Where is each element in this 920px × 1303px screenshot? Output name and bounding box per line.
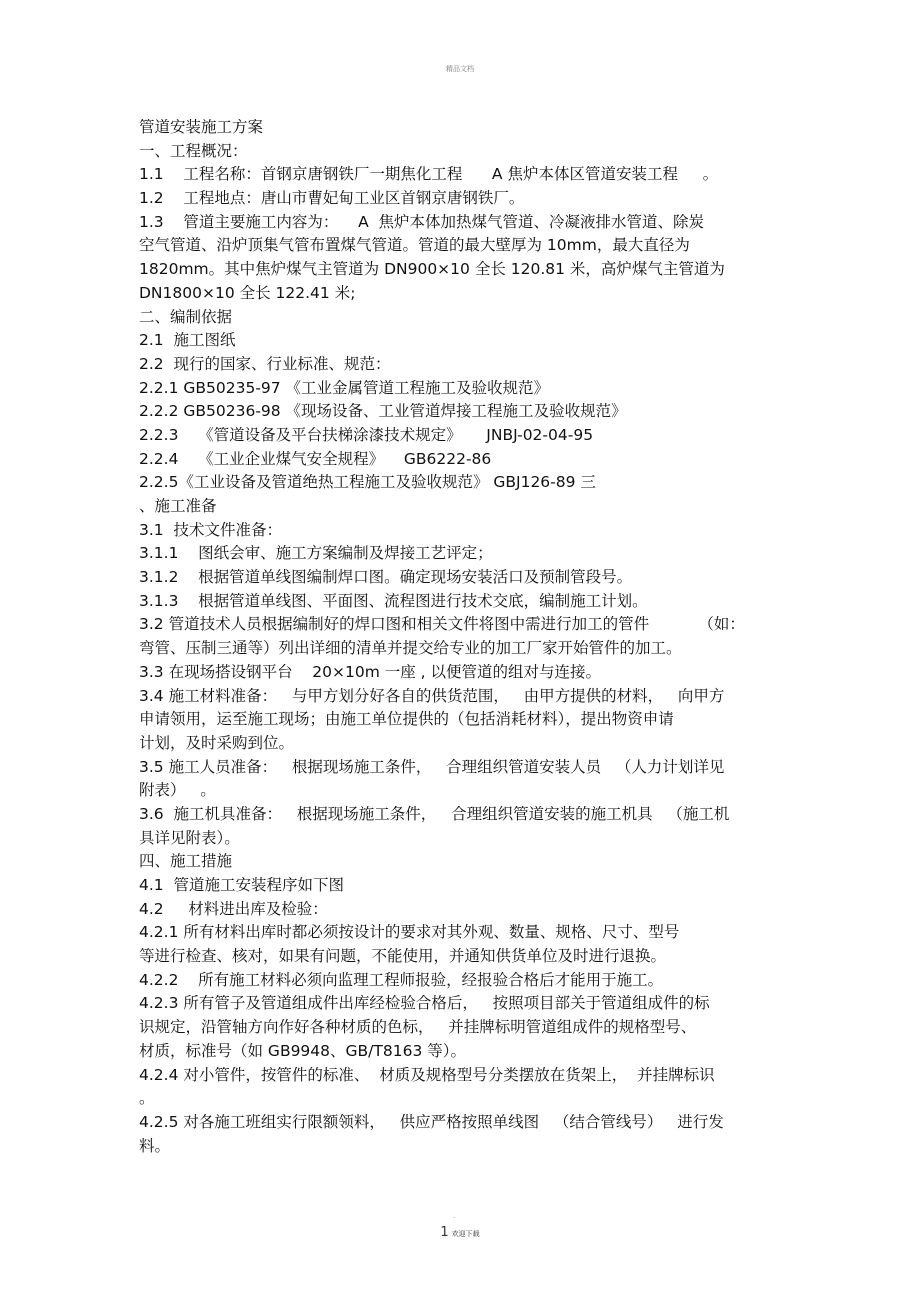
page-footer [0,1221,920,1240]
doc-title: 管道安装施工方案 [139,118,264,136]
document-body [139,116,789,1158]
paragraph-line: 计划，及时采购到位。 [139,733,295,752]
paragraph-line: 3.5 施工人员准备： 根据现场施工条件， 合理组织管道安装人员 （人力计划详见 [139,757,725,776]
paragraph-line: 1.3 管道主要施工内容为： A 焦炉本体加热煤气管道、冷凝液排水管道、除炭 [139,212,705,231]
footer-label: 欢迎下载 [451,1230,480,1238]
paragraph-line: 1.2 工程地点：唐山市曹妃甸工业区首钢京唐钢铁厂。 [139,189,525,208]
paragraph-line: 空气管道、沿炉顶集气管布置煤气管道。管道的最大壁厚为 10mm，最大直径为 [139,236,690,255]
paragraph-line: 4.2.4 对小管件，按管件的标准、 材质及规格型号分类摆放在货架上， 并挂牌标识 [139,1065,715,1084]
paragraph-line: 申请领用，运至施工现场；由施工单位提供的（包括消耗材料），提出物资申请 [139,710,674,729]
paragraph-line: 3.3 在现场搭设钢平台 20×10m 一座 , 以便管道的组对与连接。 [139,662,602,681]
paragraph-line: 4.2.2 所有施工材料必须向监理工程师报验，经报验合格后才能用于施工。 [139,970,664,989]
paragraph-line: 3.2 管道技术人员根据编制好的焊口图和相关文件将图中需进行加工的管件 （如： [139,615,745,634]
section-heading-2: 二、编制依据 [139,307,233,326]
paragraph-line: 3.4 施工材料准备： 与甲方划分好各自的供货范围， 由甲方提供的材料， 向甲方 [139,686,725,705]
paragraph-line: 3.1 技术文件准备： [139,520,283,539]
paragraph-line: 。 [139,1089,155,1108]
paragraph-line: 4.2.3 所有管子及管道组成件出库经检验合格后， 按照项目部关于管道组成件的标 [139,994,710,1013]
paragraph-line: 2.2.3 《管道设备及平台扶梯涂漆技术规定》 JNBJ-02-04-95 [139,425,594,444]
paragraph-line: 4.2.5 对各施工班组实行限额领料， 供应严格按照单线图 （结合管线号） 进行发 [139,1112,724,1131]
paragraph-line: 弯管、压制三通等）列出详细的清单并提交给专业的加工厂家开始管件的加工。 [139,639,682,658]
header-watermark: 精品文档 [446,65,474,73]
paragraph-line: 4.1 管道施工安装程序如下图 [139,876,345,894]
paragraph-line: 1820mm。其中焦炉煤气主管道为 DN900×10 全长 120.81 米，高炉煤气主管道为 [139,260,725,279]
paragraph-line: 附表） 。 [139,781,216,800]
section-heading-3: 、施工准备 [139,497,217,515]
paragraph-line: 2.1 施工图纸 [139,331,236,350]
paragraph-line: 4.2 材料进出库及检验： [139,899,328,918]
paragraph-line: DN1800×10 全长 122.41 米; [139,283,356,302]
paragraph-line: 4.2.1 所有材料出库时都必须按设计的要求对其外观、数量、规格、尺寸、型号 [139,923,680,942]
footer-dot: . [453,1212,456,1220]
section-heading-4: 四、施工措施 [139,852,233,871]
paragraph-line: 3.6 施工机具准备： 根据现场施工条件， 合理组织管道安装的施工机具 （施工机 [139,804,730,823]
paragraph-line: 具详见附表）。 [139,828,240,847]
paragraph-line: 3.1.2 根据管道单线图编制焊口图。确定现场安装活口及预制管段号。 [139,568,633,587]
paragraph-line: 2.2.1 GB50235-97 《工业金属管道工程施工及验收规范》 [139,378,550,397]
section-heading-1: 一、工程概况： [139,141,248,160]
paragraph-line: 等进行检查、核对，如果有问题，不能使用，并通知供货单位及时进行退换。 [139,947,667,966]
paragraph-line: 2.2.5《工业设备及管道绝热工程施工及验收规范》 GBJ126-89 三 [139,473,596,492]
paragraph-line: 2.2 现行的国家、行业标准、规范： [139,354,391,373]
paragraph-line: 3.1.3 根据管道单线图、平面图、流程图进行技术交底，编制施工计划。 [139,591,648,610]
paragraph-line: 2.2.2 GB50236-98 《现场设备、工业管道焊接工程施工及验收规范》 [139,402,627,421]
page-number: 1 [440,1225,449,1240]
paragraph-line: 材质，标准号（如 GB9948、GB/T8163 等）。 [139,1041,466,1060]
paragraph-line: 1.1 工程名称：首钢京唐钢铁厂一期焦化工程 A 焦炉本体区管道安装工程 。 [139,165,719,184]
paragraph-line: 2.2.4 《工业企业煤气安全规程》 GB6222-86 [139,449,492,468]
paragraph-line: 3.1.1 图纸会审、施工方案编制及焊接工艺评定； [139,544,493,563]
paragraph-line: 识规定，沿管轴方向作好各种材质的色标， 并挂牌标明管道组成件的规格型号、 [139,1018,697,1037]
paragraph-line: 料。 [139,1136,171,1155]
